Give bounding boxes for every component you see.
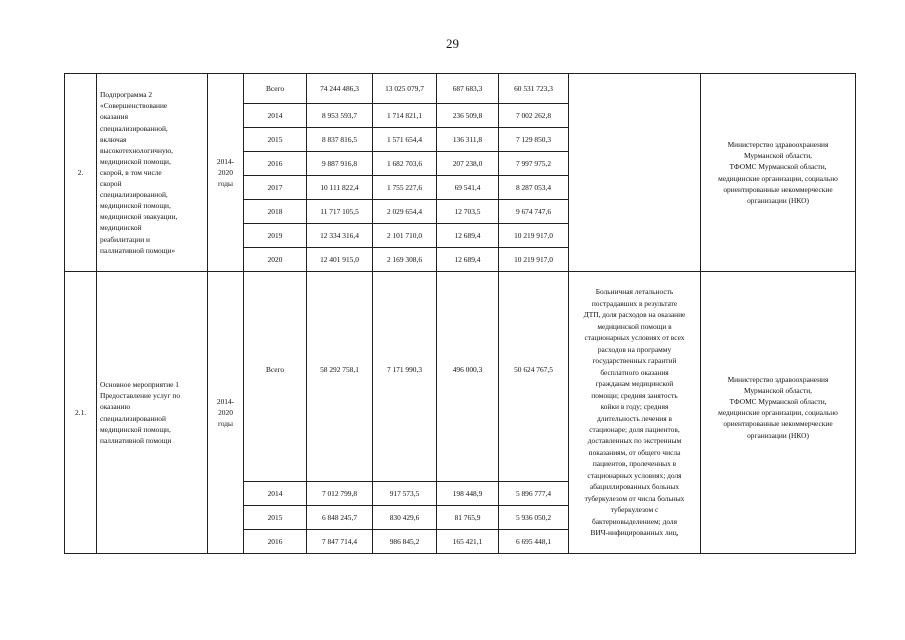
program-name-line: скорой bbox=[100, 179, 122, 189]
amount-other: 12 689,4 bbox=[437, 248, 499, 272]
amount-other: 687 683,3 bbox=[437, 74, 499, 104]
indicator-line: доставленных по экстренным bbox=[587, 436, 682, 446]
program-name bbox=[97, 74, 208, 272]
table-row bbox=[65, 272, 856, 482]
responsible bbox=[701, 74, 856, 272]
program-name-line: специализированной, bbox=[100, 123, 168, 133]
indicator-line: стационаре; доля пациентов, bbox=[589, 424, 680, 434]
indicator-line: пострадавших в результате bbox=[591, 298, 678, 308]
program-name-line: «Совершенствование bbox=[100, 101, 168, 111]
program-name-line: включая bbox=[100, 134, 127, 144]
indicator-line: туберкулезом от числа больных bbox=[584, 493, 685, 503]
amount-other: 165 421,1 bbox=[437, 530, 499, 554]
indicator-line: расходов на программу bbox=[597, 344, 672, 354]
amount-total: 9 887 916,8 bbox=[307, 152, 373, 176]
amount-total: 7 012 799,8 bbox=[307, 482, 373, 506]
program-name-line: Подпрограмма 2 bbox=[100, 90, 153, 100]
year-cell: Всего bbox=[244, 74, 307, 104]
activity-name-line: специализированной bbox=[100, 413, 166, 423]
responsible-line: медицинские организации, социально bbox=[718, 408, 838, 418]
amount-federal: 1 682 703,6 bbox=[373, 152, 437, 176]
responsible-line: ориентированные некоммерческие bbox=[723, 419, 833, 429]
year-cell: 2014 bbox=[244, 482, 307, 506]
period-line: годы bbox=[217, 179, 234, 189]
amount-fund: 7 997 975,2 bbox=[499, 152, 569, 176]
activity-name-line: медицинской помощи, bbox=[100, 424, 171, 434]
amount-fund: 7 129 850,3 bbox=[499, 128, 569, 152]
activity-name bbox=[97, 272, 208, 554]
indicator-line: помощи; средняя занятость bbox=[591, 390, 678, 400]
amount-other: 81 765,9 bbox=[437, 506, 499, 530]
amount-total: 8 953 593,7 bbox=[307, 104, 373, 128]
amount-total: 12 334 316,4 bbox=[307, 224, 373, 248]
amount-other: 236 509,8 bbox=[437, 104, 499, 128]
amount-federal: 2 029 654,4 bbox=[373, 200, 437, 224]
amount-total: 7 847 714,4 bbox=[307, 530, 373, 554]
amount-federal: 986 845,2 bbox=[373, 530, 437, 554]
amount-federal: 2 101 710,0 bbox=[373, 224, 437, 248]
amount-total: 58 292 758,1 bbox=[307, 272, 373, 482]
activity-name-line: оказанию bbox=[100, 402, 131, 412]
year-cell: 2017 bbox=[244, 176, 307, 200]
indicator-line: стационарных условиях; доля bbox=[587, 470, 682, 480]
year-cell: 2018 bbox=[244, 200, 307, 224]
table-row bbox=[65, 74, 856, 104]
responsible-line: Министерство здравоохранения bbox=[727, 375, 829, 384]
program-name-line: оказания bbox=[100, 112, 128, 122]
amount-fund: 50 624 767,5 bbox=[499, 272, 569, 482]
year-cell: 2014 bbox=[244, 104, 307, 128]
row-number: 2.1. bbox=[65, 272, 97, 554]
indicator-line: пациентов, пролеченных в bbox=[592, 459, 677, 469]
year-cell: 2019 bbox=[244, 224, 307, 248]
responsible-line: Мурманской области, bbox=[743, 151, 813, 161]
period-line: годы bbox=[217, 419, 234, 429]
row-number: 2. bbox=[65, 74, 97, 272]
amount-fund: 10 219 917,0 bbox=[499, 224, 569, 248]
indicator-line: медицинской помощи в bbox=[597, 321, 672, 331]
amount-total: 8 837 816,5 bbox=[307, 128, 373, 152]
responsible-line: организации (НКО) bbox=[747, 195, 809, 205]
program-name-line: специализированной, bbox=[100, 190, 168, 200]
amount-fund: 9 674 747,6 bbox=[499, 200, 569, 224]
amount-federal: 2 169 308,6 bbox=[373, 248, 437, 272]
indicator-line: гражданам медицинской bbox=[595, 379, 674, 389]
amount-fund: 10 219 917,0 bbox=[499, 248, 569, 272]
amount-total: 10 111 822,4 bbox=[307, 176, 373, 200]
indicator-line: Больничная летальность bbox=[595, 287, 674, 297]
indicator-line: государственных гарантий bbox=[592, 356, 677, 366]
year-cell: 2015 bbox=[244, 128, 307, 152]
program-name-line: реабилитации и bbox=[100, 234, 150, 244]
amount-other: 136 311,8 bbox=[437, 128, 499, 152]
period-line: 2014- bbox=[216, 156, 235, 166]
period bbox=[208, 272, 244, 554]
amount-federal: 830 429,6 bbox=[373, 506, 437, 530]
indicator-line: бесплатного оказания bbox=[600, 367, 669, 377]
year-cell: 2016 bbox=[244, 152, 307, 176]
budget-table bbox=[64, 73, 856, 554]
amount-other: 198 448,9 bbox=[437, 482, 499, 506]
responsible-line: ТФОМС Мурманской области, bbox=[729, 397, 827, 407]
program-name-line: паллиативной помощи» bbox=[100, 245, 176, 255]
year-cell: Всего bbox=[244, 272, 307, 482]
amount-federal: 13 025 079,7 bbox=[373, 74, 437, 104]
responsible-line: ТФОМС Мурманской области, bbox=[729, 162, 827, 172]
amount-fund: 5 896 777,4 bbox=[499, 482, 569, 506]
amount-other: 496 000,3 bbox=[437, 272, 499, 482]
indicator-line: абациллированных больных bbox=[589, 482, 680, 492]
program-name-line: скорой, в том числе bbox=[100, 167, 162, 177]
indicator-line: бактериовыделением; доля bbox=[591, 516, 678, 526]
program-name-line: медицинской помощи, bbox=[100, 156, 171, 166]
period-line: 2020 bbox=[218, 167, 233, 177]
amount-federal: 1 714 821,1 bbox=[373, 104, 437, 128]
period bbox=[208, 74, 244, 272]
amount-federal: 7 171 990,3 bbox=[373, 272, 437, 482]
indicator-line: ДТП, доля расходов на оказание bbox=[583, 310, 686, 320]
indicator-cell bbox=[569, 74, 701, 272]
amount-federal: 1 755 227,6 bbox=[373, 176, 437, 200]
program-name-line: медицинской помощи, bbox=[100, 201, 171, 211]
year-cell: 2015 bbox=[244, 506, 307, 530]
indicator-line: туберкулезом с bbox=[610, 505, 659, 515]
year-cell: 2020 bbox=[244, 248, 307, 272]
amount-other: 12 703,5 bbox=[437, 200, 499, 224]
indicator-line: койки в году; средняя bbox=[600, 402, 669, 412]
responsible-line: Министерство здравоохранения bbox=[727, 140, 829, 150]
responsible bbox=[701, 272, 856, 554]
responsible-line: организации (НКО) bbox=[747, 430, 809, 440]
amount-other: 69 541,4 bbox=[437, 176, 499, 200]
amount-fund: 8 287 053,4 bbox=[499, 176, 569, 200]
indicator-line: длительность лечения в bbox=[597, 413, 672, 423]
responsible-line: ориентированные некоммерческие bbox=[723, 184, 833, 194]
period-line: 2020 bbox=[218, 407, 233, 417]
amount-fund: 6 695 448,1 bbox=[499, 530, 569, 554]
year-cell: 2016 bbox=[244, 530, 307, 554]
amount-federal: 917 573,5 bbox=[373, 482, 437, 506]
activity-name-line: Предоставление услуг по bbox=[100, 391, 181, 401]
period-line: 2014- bbox=[216, 396, 235, 406]
amount-other: 12 689,4 bbox=[437, 224, 499, 248]
amount-fund: 7 002 262,8 bbox=[499, 104, 569, 128]
activity-name-line: Основное мероприятие 1 bbox=[100, 380, 179, 390]
indicator-line: стационарных условиях от всех bbox=[584, 333, 685, 343]
amount-fund: 60 531 723,3 bbox=[499, 74, 569, 104]
amount-fund: 5 936 050,2 bbox=[499, 506, 569, 530]
program-name-line: медицинской bbox=[100, 223, 142, 233]
program-name-line: медицинской эвакуации, bbox=[100, 212, 178, 222]
indicators bbox=[569, 272, 701, 554]
program-name-line: высокотехнологичную, bbox=[100, 145, 174, 155]
amount-other: 207 238,0 bbox=[437, 152, 499, 176]
amount-total: 12 401 915,0 bbox=[307, 248, 373, 272]
indicator-line: ВИЧ-инфицированных лиц, bbox=[590, 528, 679, 538]
responsible-line: Мурманской области, bbox=[743, 386, 813, 396]
amount-total: 11 717 105,5 bbox=[307, 200, 373, 224]
activity-name-line: паллиативной помощи bbox=[100, 435, 172, 445]
amount-total: 74 244 486,3 bbox=[307, 74, 373, 104]
amount-federal: 1 571 654,4 bbox=[373, 128, 437, 152]
page-number: 29 bbox=[446, 36, 459, 51]
responsible-line: медицинские организации, социально bbox=[718, 173, 838, 183]
amount-total: 6 848 245,7 bbox=[307, 506, 373, 530]
indicator-line: показаниям, от общего числа bbox=[588, 447, 681, 457]
